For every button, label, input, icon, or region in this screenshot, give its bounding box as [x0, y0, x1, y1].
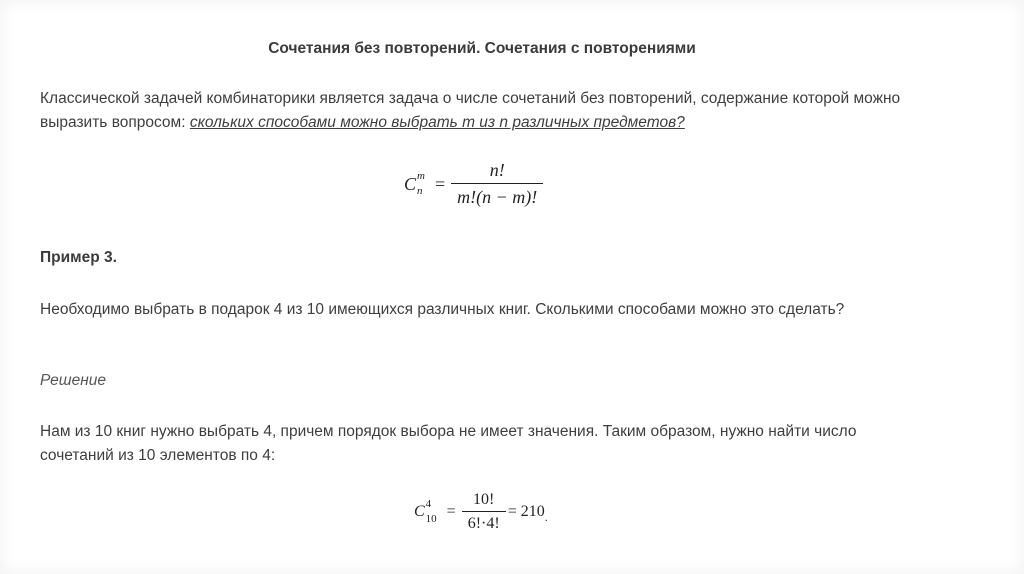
formula2-sup: 4	[425, 498, 432, 510]
formula2-symbol: C	[414, 503, 425, 520]
formula1-fraction	[451, 160, 543, 208]
combination-formula	[404, 160, 543, 208]
formula1-symbol: C	[404, 173, 417, 194]
formula2-numerator: 10!	[473, 491, 495, 508]
example-problem: Необходимо выбрать в подарок 4 из 10 имеющихся различных книг. Сколькими способами можно это сделать?	[40, 301, 845, 318]
formula2-result: = 210	[507, 503, 545, 520]
example-heading: Пример 3.	[40, 249, 117, 266]
formula2-equals: =	[446, 503, 456, 520]
formula2-fraction	[462, 491, 506, 533]
intro-text: Классической задачей комбинаторики является задача о числе сочетаний без повторений, содержание которой можно выразить вопросом:	[40, 90, 901, 131]
intro-question: скольких способами можно выбрать m из n различных предметов?	[189, 114, 685, 131]
formula2-indices	[425, 498, 437, 525]
page-title: Сочетания без повторений. Сочетания с повторениями	[268, 40, 696, 57]
formula1-denominator: m!(n − m)!	[457, 187, 538, 207]
formula2-dot: .	[544, 510, 548, 524]
formula1-numerator: n!	[489, 160, 505, 180]
formula2-sub: 10	[425, 513, 437, 525]
formula2-denominator: 6!·4!	[467, 515, 500, 532]
formula1-sup: m	[417, 170, 425, 182]
intro-paragraph	[40, 87, 920, 135]
solution-label: Решение	[40, 372, 107, 389]
formula1-sub: n	[417, 185, 423, 197]
example-formula	[414, 491, 548, 533]
formula1-equals: =	[434, 173, 446, 194]
solution-text: Нам из 10 книг нужно выбрать 4, причем порядок выбора не имеет значения. Таким образом, нужно найти число сочетаний из 10 элементов по 4:	[40, 423, 857, 464]
formula1-indices	[417, 170, 425, 197]
